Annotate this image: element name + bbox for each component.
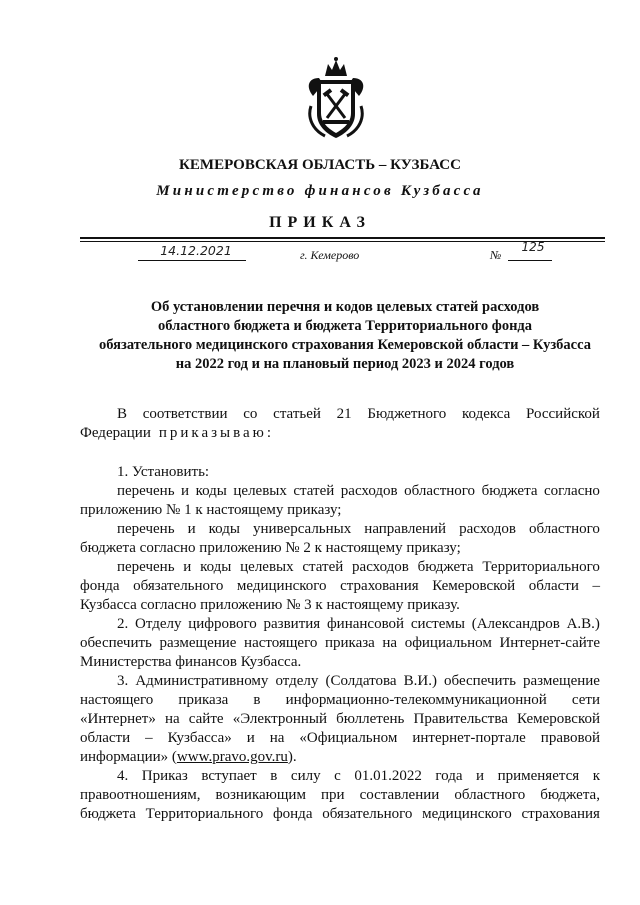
- body-line: [80, 615, 600, 634]
- body-line: [80, 786, 600, 805]
- body-line: приложению № 1 к настоящему приказу;: [80, 502, 342, 518]
- word: Кемеровской: [517, 711, 600, 727]
- word: расходов: [352, 559, 409, 575]
- document-body: [80, 405, 600, 824]
- word: Бюджетного: [367, 406, 447, 422]
- title-line: обязательного медицинского страхования Кемеровской области – Кузбасса: [99, 337, 591, 353]
- word: в: [270, 768, 278, 784]
- word: развития: [263, 616, 321, 632]
- word: системы: [410, 616, 465, 632]
- word: 2.: [117, 616, 129, 632]
- body-text: приказываю:: [158, 425, 275, 441]
- word: на: [269, 730, 285, 746]
- word: согласно: [544, 483, 600, 499]
- word: бюллетень: [336, 711, 405, 727]
- word: коды: [208, 521, 240, 537]
- word: (Солдатова: [325, 673, 397, 689]
- region-heading: КЕМЕРОВСКАЯ ОБЛАСТЬ – КУЗБАСС: [179, 157, 461, 173]
- word: области: [528, 578, 579, 594]
- title-line: на 2022 год и на плановый период 2023 и 2024 годов: [175, 356, 515, 372]
- word: А.В.): [566, 616, 600, 632]
- date-underline: [138, 260, 246, 261]
- word: обязательного: [322, 806, 413, 822]
- word: Кемеровской: [432, 578, 516, 594]
- word: Территориального: [145, 806, 264, 822]
- word: 21: [336, 406, 352, 422]
- body-line: [80, 405, 600, 424]
- word: составлении: [359, 787, 440, 803]
- word: силу: [290, 768, 321, 784]
- word: применяется: [497, 768, 580, 784]
- word: со: [243, 406, 258, 422]
- word: Отделу: [135, 616, 182, 632]
- word: правовой: [540, 730, 600, 746]
- word: Российской: [526, 406, 600, 422]
- word: областного: [454, 787, 526, 803]
- word: целевых: [233, 483, 287, 499]
- word: (Александров: [471, 616, 560, 632]
- word: Интернет-сайте: [499, 635, 600, 651]
- word: Административному: [135, 673, 269, 689]
- word: сети: [571, 692, 600, 708]
- word: отделу: [275, 673, 319, 689]
- order-date: 14.12.2021: [160, 243, 232, 258]
- number-underline: [508, 260, 552, 261]
- order-city: г. Кемерово: [300, 248, 360, 262]
- document-title: [80, 298, 610, 374]
- body-line: [80, 710, 600, 729]
- word: обеспечить: [444, 673, 516, 689]
- header-rule-thick: [80, 237, 605, 239]
- word: бюджета: [80, 806, 136, 822]
- word: официальном: [404, 635, 492, 651]
- word: возникающим: [215, 787, 306, 803]
- word: медицинского: [236, 578, 327, 594]
- body-text: Федерации: [80, 425, 151, 441]
- word: бюджета: [417, 559, 474, 575]
- body-line: [80, 691, 600, 710]
- word: и: [183, 559, 192, 575]
- word: статей: [293, 483, 335, 499]
- body-line: [80, 729, 600, 748]
- word: обеспечить: [80, 635, 152, 651]
- word: настоящего: [244, 635, 318, 651]
- word: Кузбасса»: [167, 730, 232, 746]
- word: приказа: [178, 692, 229, 708]
- word: универсальных: [252, 521, 352, 537]
- number-sign: №: [490, 248, 502, 262]
- word: бюджета,: [540, 787, 600, 803]
- word: Правительства: [413, 711, 508, 727]
- body-line: [80, 748, 600, 767]
- body-line: Министерства финансов Кузбасса.: [80, 654, 302, 670]
- body-line: [80, 805, 600, 824]
- word: «Официальном: [299, 730, 398, 746]
- body-line: [80, 482, 600, 501]
- word: областного: [529, 521, 600, 537]
- word: на: [164, 711, 180, 727]
- word: правоотношениям,: [80, 787, 201, 803]
- word: приказа: [324, 635, 375, 651]
- word: 01.01.2022: [354, 768, 422, 784]
- document-type: ПРИКАЗ: [269, 214, 371, 231]
- word: и: [187, 521, 196, 537]
- body-text: информации» (: [80, 749, 177, 765]
- word: финансовой: [326, 616, 405, 632]
- word: фонда: [80, 578, 120, 594]
- word: года: [435, 768, 463, 784]
- word: при: [321, 787, 345, 803]
- title-line: Об установлении перечня и кодов целевых статей расходов: [150, 299, 540, 315]
- word: страхования: [521, 806, 600, 822]
- word: области: [80, 730, 131, 746]
- order-number: 125: [521, 240, 545, 254]
- body-line: [80, 424, 600, 443]
- word: расходов: [340, 483, 398, 499]
- word: областного: [404, 483, 476, 499]
- word: перечень: [117, 521, 175, 537]
- word: кодекса: [461, 406, 511, 422]
- word: обязательного: [133, 578, 224, 594]
- body-text: ).: [287, 749, 297, 765]
- word: целевых: [240, 559, 294, 575]
- word: и: [476, 768, 485, 784]
- word: –: [592, 578, 600, 594]
- word: информационно-телекоммуникационной: [285, 692, 547, 708]
- word: фонда: [272, 806, 313, 822]
- word: на: [382, 635, 398, 651]
- word: 4.: [117, 768, 129, 784]
- word: соответствии: [142, 406, 228, 422]
- word: –: [145, 730, 153, 746]
- word: и: [181, 483, 190, 499]
- word: перечень: [117, 559, 175, 575]
- word: 3.: [117, 673, 129, 689]
- word: и: [246, 730, 255, 746]
- body-line: [80, 767, 600, 786]
- word: размещение: [523, 673, 600, 689]
- word: к: [592, 768, 600, 784]
- word: страхования: [340, 578, 419, 594]
- body-line: [80, 558, 600, 577]
- word: «Электронный: [232, 711, 328, 727]
- body-line: [80, 520, 600, 539]
- word: перечень: [117, 483, 175, 499]
- word: вступает: [201, 768, 257, 784]
- word: коды: [195, 483, 227, 499]
- title-line: областного бюджета и бюджета Территориального фонда: [157, 318, 533, 334]
- word: статьей: [273, 406, 321, 422]
- word: цифрового: [188, 616, 257, 632]
- word: «Интернет»: [80, 711, 156, 727]
- word: расходов: [459, 521, 516, 537]
- word: В.И.): [403, 673, 437, 689]
- word: направлений: [364, 521, 447, 537]
- word: настоящего: [80, 692, 154, 708]
- word: медицинского: [422, 806, 512, 822]
- word: Территориального: [482, 559, 600, 575]
- body-line: [80, 577, 600, 596]
- word: Приказ: [141, 768, 188, 784]
- word: интернет-портале: [412, 730, 526, 746]
- word: бюджета: [481, 483, 538, 499]
- body-line: [80, 672, 600, 691]
- word: статей: [302, 559, 344, 575]
- body-line: 1. Установить:: [117, 464, 210, 480]
- word: в: [253, 692, 261, 708]
- word: сайте: [188, 711, 224, 727]
- coat-of-arms-icon: [303, 56, 369, 140]
- word: В: [117, 406, 128, 422]
- body-line: бюджета согласно приложению № 2 к настоящему приказу;: [80, 540, 461, 556]
- ministry-heading: Министерство финансов Кузбасса: [156, 183, 484, 199]
- word: с: [334, 768, 341, 784]
- pravo-link[interactable]: www.pravo.gov.ru: [176, 749, 288, 765]
- word: коды: [200, 559, 232, 575]
- body-line: Кузбасса согласно приложению № 3 к настоящему приказу.: [80, 597, 460, 613]
- body-line: [80, 634, 600, 653]
- word: размещение: [159, 635, 237, 651]
